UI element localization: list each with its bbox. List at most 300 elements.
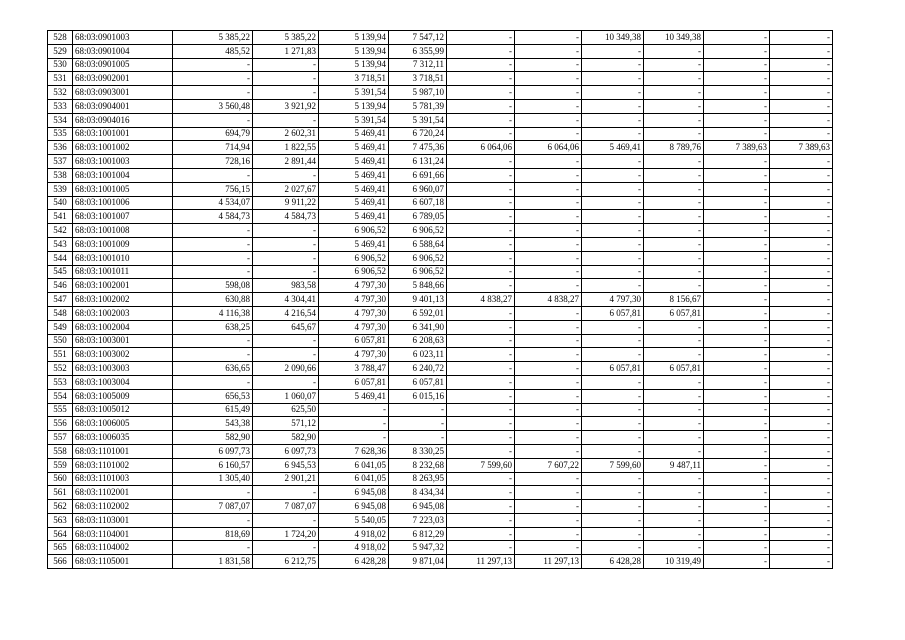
cadastral-code-cell: 68:03:1003001 <box>73 334 173 348</box>
value-cell: - <box>582 417 644 431</box>
value-cell: - <box>515 86 582 100</box>
cadastral-code-cell: 68:03:1105001 <box>73 555 173 569</box>
value-cell: - <box>704 99 770 113</box>
row-number-cell: 541 <box>48 210 73 224</box>
row-number-cell: 535 <box>48 127 73 141</box>
cadastral-code-cell: 68:03:1001011 <box>73 265 173 279</box>
value-cell: - <box>644 265 704 279</box>
value-cell: 9 911,22 <box>253 196 319 210</box>
value-cell: - <box>447 210 515 224</box>
value-cell: - <box>582 224 644 238</box>
value-cell: - <box>582 431 644 445</box>
value-cell: - <box>582 58 644 72</box>
value-cell: 6 057,81 <box>389 375 447 389</box>
value-cell: 4 584,73 <box>173 210 253 224</box>
value-cell: 4 797,30 <box>319 293 389 307</box>
value-cell: - <box>770 210 833 224</box>
value-cell: - <box>704 44 770 58</box>
value-cell: - <box>704 444 770 458</box>
value-cell: 4 584,73 <box>253 210 319 224</box>
value-cell: - <box>704 182 770 196</box>
value-cell: - <box>770 168 833 182</box>
value-cell: - <box>582 86 644 100</box>
value-cell: - <box>515 306 582 320</box>
value-cell: - <box>644 72 704 86</box>
value-cell: - <box>253 113 319 127</box>
value-cell: - <box>515 500 582 514</box>
value-cell: - <box>704 58 770 72</box>
row-number-cell: 554 <box>48 389 73 403</box>
cadastral-code-cell: 68:03:1001006 <box>73 196 173 210</box>
row-number-cell: 552 <box>48 362 73 376</box>
table-row <box>48 237 833 251</box>
value-cell: - <box>644 182 704 196</box>
value-cell: 6 240,72 <box>389 362 447 376</box>
value-cell: - <box>173 58 253 72</box>
value-cell: - <box>515 403 582 417</box>
value-cell: - <box>644 334 704 348</box>
value-cell: - <box>447 44 515 58</box>
row-number-cell: 534 <box>48 113 73 127</box>
table-row <box>48 44 833 58</box>
value-cell: - <box>319 431 389 445</box>
value-cell: - <box>582 527 644 541</box>
value-cell: - <box>704 251 770 265</box>
value-cell: - <box>644 541 704 555</box>
value-cell: - <box>582 486 644 500</box>
value-cell: 7 389,63 <box>770 141 833 155</box>
row-number-cell: 532 <box>48 86 73 100</box>
row-number-cell: 547 <box>48 293 73 307</box>
value-cell: - <box>644 348 704 362</box>
value-cell: 6 945,08 <box>319 486 389 500</box>
value-cell: 4 797,30 <box>582 293 644 307</box>
value-cell: 6 812,29 <box>389 527 447 541</box>
value-cell: 4 116,38 <box>173 306 253 320</box>
value-cell: - <box>704 403 770 417</box>
value-cell: 5 469,41 <box>319 389 389 403</box>
value-cell: - <box>704 196 770 210</box>
cadastral-code-cell: 68:03:1006005 <box>73 417 173 431</box>
value-cell: 5 469,41 <box>319 127 389 141</box>
table-row <box>48 293 833 307</box>
value-cell: 5 391,54 <box>319 113 389 127</box>
value-cell: - <box>644 320 704 334</box>
value-cell: - <box>644 472 704 486</box>
value-cell: 4 797,30 <box>319 348 389 362</box>
value-cell: - <box>704 417 770 431</box>
value-cell: - <box>582 196 644 210</box>
value-cell: - <box>173 224 253 238</box>
value-cell: - <box>582 44 644 58</box>
value-cell: - <box>644 486 704 500</box>
value-cell: - <box>704 113 770 127</box>
value-cell: 5 987,10 <box>389 86 447 100</box>
value-cell: 2 891,44 <box>253 155 319 169</box>
value-cell: 6 592,01 <box>389 306 447 320</box>
value-cell: 6 041,05 <box>319 458 389 472</box>
value-cell: - <box>515 320 582 334</box>
value-cell: 5 385,22 <box>173 31 253 45</box>
table-row <box>48 431 833 445</box>
value-cell: 6 906,52 <box>319 251 389 265</box>
value-cell: 7 599,60 <box>447 458 515 472</box>
value-cell: - <box>173 541 253 555</box>
value-cell: - <box>253 86 319 100</box>
value-cell: 11 297,13 <box>515 555 582 569</box>
value-cell: 694,79 <box>173 127 253 141</box>
value-cell: - <box>770 182 833 196</box>
row-number-cell: 557 <box>48 431 73 445</box>
value-cell: 7 599,60 <box>582 458 644 472</box>
value-cell: - <box>770 362 833 376</box>
value-cell: - <box>704 472 770 486</box>
value-cell: - <box>253 334 319 348</box>
value-cell: - <box>515 527 582 541</box>
value-cell: 7 312,11 <box>389 58 447 72</box>
value-cell: - <box>704 362 770 376</box>
value-cell: - <box>173 486 253 500</box>
value-cell: 10 349,38 <box>644 31 704 45</box>
value-cell: - <box>770 403 833 417</box>
value-cell: - <box>704 224 770 238</box>
value-cell: - <box>515 224 582 238</box>
value-cell: - <box>704 279 770 293</box>
value-cell: 11 297,13 <box>447 555 515 569</box>
value-cell: - <box>253 513 319 527</box>
value-cell: 3 788,47 <box>319 362 389 376</box>
value-cell: 636,65 <box>173 362 253 376</box>
table-row <box>48 320 833 334</box>
cadastral-code-cell: 68:03:1001010 <box>73 251 173 265</box>
cadastral-code-cell: 68:03:1101002 <box>73 458 173 472</box>
value-cell: - <box>515 486 582 500</box>
value-cell: - <box>704 31 770 45</box>
value-cell: - <box>644 210 704 224</box>
table-row <box>48 500 833 514</box>
value-cell: 598,08 <box>173 279 253 293</box>
value-cell: - <box>515 251 582 265</box>
value-cell: - <box>704 293 770 307</box>
value-cell: - <box>447 431 515 445</box>
value-cell: - <box>770 224 833 238</box>
value-cell: 756,15 <box>173 182 253 196</box>
cadastral-code-cell: 68:03:1003004 <box>73 375 173 389</box>
value-cell: - <box>253 348 319 362</box>
value-cell: 630,88 <box>173 293 253 307</box>
value-cell: 1 831,58 <box>173 555 253 569</box>
value-cell: - <box>770 375 833 389</box>
value-cell: - <box>704 210 770 224</box>
value-cell: 1 822,55 <box>253 141 319 155</box>
value-cell: - <box>582 265 644 279</box>
value-cell: 7 475,36 <box>389 141 447 155</box>
table-row <box>48 72 833 86</box>
value-cell: 6 057,81 <box>644 362 704 376</box>
value-cell: - <box>447 403 515 417</box>
row-number-cell: 562 <box>48 500 73 514</box>
table-row <box>48 555 833 569</box>
value-cell: - <box>447 500 515 514</box>
value-cell: 4 918,02 <box>319 541 389 555</box>
value-cell: - <box>515 58 582 72</box>
value-cell: - <box>173 334 253 348</box>
value-cell: - <box>515 182 582 196</box>
value-cell: - <box>515 444 582 458</box>
value-cell: - <box>389 403 447 417</box>
value-cell: - <box>253 72 319 86</box>
value-cell: - <box>582 472 644 486</box>
value-cell: - <box>704 334 770 348</box>
value-cell: 5 469,41 <box>582 141 644 155</box>
value-cell: - <box>319 417 389 431</box>
value-cell: 6 945,53 <box>253 458 319 472</box>
value-cell: 4 838,27 <box>447 293 515 307</box>
value-cell: - <box>770 444 833 458</box>
table-row <box>48 210 833 224</box>
cadastral-code-cell: 68:03:1002001 <box>73 279 173 293</box>
value-cell: 6 945,08 <box>319 500 389 514</box>
value-cell: - <box>770 155 833 169</box>
row-number-cell: 543 <box>48 237 73 251</box>
table-row <box>48 348 833 362</box>
row-number-cell: 555 <box>48 403 73 417</box>
value-cell: - <box>644 86 704 100</box>
value-cell: 8 789,76 <box>644 141 704 155</box>
value-cell: 5 469,41 <box>319 155 389 169</box>
value-cell: 625,50 <box>253 403 319 417</box>
value-cell: 10 349,38 <box>582 31 644 45</box>
value-cell: - <box>515 127 582 141</box>
value-cell: - <box>447 417 515 431</box>
row-number-cell: 528 <box>48 31 73 45</box>
value-cell: 6 906,52 <box>319 265 389 279</box>
value-cell: - <box>704 127 770 141</box>
value-cell: 6 428,28 <box>319 555 389 569</box>
value-cell: - <box>447 348 515 362</box>
value-cell: - <box>770 86 833 100</box>
row-number-cell: 539 <box>48 182 73 196</box>
value-cell: - <box>704 375 770 389</box>
value-cell: 6 208,63 <box>389 334 447 348</box>
value-cell: - <box>515 168 582 182</box>
value-cell: - <box>447 541 515 555</box>
value-cell: 6 212,75 <box>253 555 319 569</box>
value-cell: - <box>173 168 253 182</box>
value-cell: 6 906,52 <box>389 265 447 279</box>
value-cell: 4 797,30 <box>319 306 389 320</box>
value-cell: 9 487,11 <box>644 458 704 472</box>
value-cell: - <box>582 182 644 196</box>
value-cell: - <box>447 265 515 279</box>
value-cell: - <box>515 541 582 555</box>
table-row <box>48 403 833 417</box>
table-row <box>48 251 833 265</box>
value-cell: - <box>515 196 582 210</box>
value-cell: - <box>582 320 644 334</box>
cadastral-code-cell: 68:03:1002002 <box>73 293 173 307</box>
value-cell: 3 921,92 <box>253 99 319 113</box>
value-cell: 2 090,66 <box>253 362 319 376</box>
value-cell: 582,90 <box>173 431 253 445</box>
value-cell: - <box>515 417 582 431</box>
value-cell: - <box>704 72 770 86</box>
row-number-cell: 551 <box>48 348 73 362</box>
value-cell: - <box>447 127 515 141</box>
value-cell: - <box>515 237 582 251</box>
value-cell: - <box>704 431 770 445</box>
value-cell: - <box>770 389 833 403</box>
cadastral-code-cell: 68:03:1001009 <box>73 237 173 251</box>
value-cell: 4 797,30 <box>319 279 389 293</box>
value-cell: 5 469,41 <box>319 196 389 210</box>
value-cell: 5 781,39 <box>389 99 447 113</box>
row-number-cell: 560 <box>48 472 73 486</box>
value-cell: - <box>253 224 319 238</box>
value-cell: 7 087,07 <box>253 500 319 514</box>
value-cell: 1 271,83 <box>253 44 319 58</box>
row-number-cell: 545 <box>48 265 73 279</box>
value-cell: 4 797,30 <box>319 320 389 334</box>
value-cell: 5 469,41 <box>319 210 389 224</box>
table-row <box>48 375 833 389</box>
value-cell: 6 041,05 <box>319 472 389 486</box>
value-cell: - <box>389 431 447 445</box>
table-row <box>48 196 833 210</box>
value-cell: - <box>582 403 644 417</box>
value-cell: - <box>770 513 833 527</box>
value-cell: - <box>770 113 833 127</box>
row-number-cell: 536 <box>48 141 73 155</box>
cadastral-code-cell: 68:03:1002003 <box>73 306 173 320</box>
value-cell: - <box>704 486 770 500</box>
value-cell: - <box>644 113 704 127</box>
value-cell: 6 588,64 <box>389 237 447 251</box>
value-cell: - <box>644 168 704 182</box>
value-cell: - <box>515 31 582 45</box>
value-cell: - <box>770 500 833 514</box>
value-cell: 3 560,48 <box>173 99 253 113</box>
value-cell: 656,53 <box>173 389 253 403</box>
row-number-cell: 561 <box>48 486 73 500</box>
value-cell: - <box>644 58 704 72</box>
value-cell: - <box>253 486 319 500</box>
value-cell: 2 027,67 <box>253 182 319 196</box>
value-cell: - <box>447 196 515 210</box>
value-cell: - <box>173 86 253 100</box>
value-cell: - <box>770 472 833 486</box>
value-cell: - <box>515 113 582 127</box>
row-number-cell: 566 <box>48 555 73 569</box>
cadastral-code-cell: 68:03:0901003 <box>73 31 173 45</box>
value-cell: - <box>770 31 833 45</box>
row-number-cell: 558 <box>48 444 73 458</box>
table-row <box>48 279 833 293</box>
value-cell: - <box>770 458 833 472</box>
value-cell: - <box>447 72 515 86</box>
value-cell: 5 540,05 <box>319 513 389 527</box>
cadastral-code-cell: 68:03:1101003 <box>73 472 173 486</box>
value-cell: - <box>644 155 704 169</box>
value-cell: - <box>447 320 515 334</box>
value-cell: - <box>704 541 770 555</box>
value-cell: - <box>644 513 704 527</box>
value-cell: - <box>582 251 644 265</box>
value-cell: - <box>173 237 253 251</box>
row-number-cell: 565 <box>48 541 73 555</box>
value-cell: - <box>770 251 833 265</box>
row-number-cell: 529 <box>48 44 73 58</box>
row-number-cell: 540 <box>48 196 73 210</box>
value-cell: - <box>582 541 644 555</box>
value-cell: 6 341,90 <box>389 320 447 334</box>
value-cell: - <box>253 375 319 389</box>
value-cell: 2 901,21 <box>253 472 319 486</box>
cadastral-code-cell: 68:03:1005009 <box>73 389 173 403</box>
value-cell: 6 906,52 <box>319 224 389 238</box>
value-cell: 5 391,54 <box>389 113 447 127</box>
value-cell: 5 469,41 <box>319 168 389 182</box>
value-cell: 638,25 <box>173 320 253 334</box>
table-row <box>48 362 833 376</box>
value-cell: 5 469,41 <box>319 182 389 196</box>
value-cell: - <box>515 155 582 169</box>
value-cell: - <box>644 417 704 431</box>
table-row <box>48 527 833 541</box>
cadastral-code-cell: 68:03:1104002 <box>73 541 173 555</box>
value-cell: - <box>770 527 833 541</box>
value-cell: - <box>704 168 770 182</box>
cadastral-code-cell: 68:03:0901005 <box>73 58 173 72</box>
value-cell: - <box>704 500 770 514</box>
value-cell: 5 947,32 <box>389 541 447 555</box>
table-row <box>48 127 833 141</box>
value-cell: 7 223,03 <box>389 513 447 527</box>
value-cell: - <box>582 500 644 514</box>
value-cell: 10 319,49 <box>644 555 704 569</box>
value-cell: - <box>770 306 833 320</box>
table-row <box>48 224 833 238</box>
value-cell: - <box>447 486 515 500</box>
value-cell: - <box>582 72 644 86</box>
value-cell: 8 232,68 <box>389 458 447 472</box>
cadastral-code-cell: 68:03:1102001 <box>73 486 173 500</box>
value-cell: - <box>447 168 515 182</box>
cadastral-code-cell: 68:03:1001005 <box>73 182 173 196</box>
table-row <box>48 541 833 555</box>
value-cell: - <box>770 44 833 58</box>
value-cell: 8 263,95 <box>389 472 447 486</box>
value-cell: 4 918,02 <box>319 527 389 541</box>
value-cell: - <box>582 279 644 293</box>
value-cell: 615,49 <box>173 403 253 417</box>
value-cell: 3 718,51 <box>389 72 447 86</box>
value-cell: - <box>770 334 833 348</box>
value-cell: 1 724,20 <box>253 527 319 541</box>
table-row <box>48 472 833 486</box>
value-cell: - <box>582 389 644 403</box>
value-cell: - <box>644 127 704 141</box>
cadastral-code-cell: 68:03:0904001 <box>73 99 173 113</box>
value-cell: - <box>515 44 582 58</box>
value-cell: - <box>644 99 704 113</box>
value-cell: 6 131,24 <box>389 155 447 169</box>
cadastral-code-cell: 68:03:1101001 <box>73 444 173 458</box>
table-row <box>48 306 833 320</box>
value-cell: - <box>644 500 704 514</box>
value-cell: 6 057,81 <box>582 306 644 320</box>
value-cell: - <box>447 306 515 320</box>
